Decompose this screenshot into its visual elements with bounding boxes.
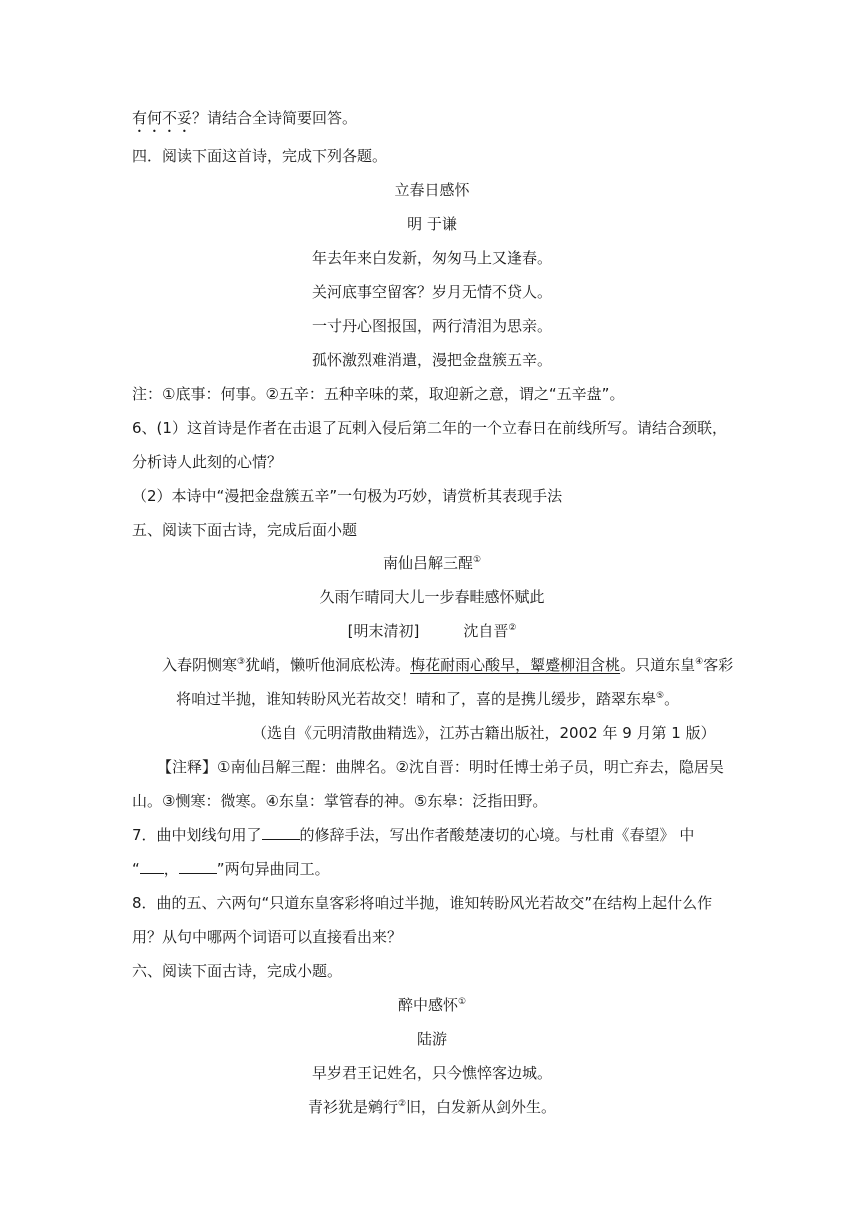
poem-title: 立春日感怀 bbox=[394, 181, 470, 199]
poem-title: 醉中感怀① bbox=[397, 996, 467, 1014]
section-4-heading: 四．阅读下面这首诗，完成下列各题。 bbox=[132, 147, 388, 165]
question-7: 7．曲中划线句用了 的修辞手法，写出作者酸楚凄切的心境。与杜甫《春望》 中 bbox=[132, 826, 695, 844]
qu-subtitle: 久雨乍晴同大儿一步春畦感怀赋此 bbox=[319, 588, 545, 606]
question-7-cont: “ ， ”两句异曲同工。 bbox=[132, 860, 330, 878]
question-8: 8．曲的五、六两句“只道东皇客彩将咱过半抛，谁知转盼风光若故交”在结构上起什么作 bbox=[132, 894, 713, 912]
poem-note: 注：①底事：何事。②五辛：五种辛味的菜，取迎新之意，谓之“五辛盘”。 bbox=[132, 385, 625, 403]
author: 沈自晋 bbox=[463, 622, 509, 640]
era: [明末清初] bbox=[347, 622, 420, 640]
underlined-sentence: 梅花耐雨心酸早，颦蹙柳泪含桃 bbox=[410, 656, 621, 674]
poem-line: 关河底事空留客？岁月无情不贷人。 bbox=[311, 283, 552, 301]
qu-body-line: 入春阴恻寒③犹峭，懒听他洞底松涛。梅花耐雨心酸早，颦蹙柳泪含桃。只道东皇④客彩 bbox=[162, 656, 734, 674]
section-6-heading: 六、阅读下面古诗，完成小题。 bbox=[132, 962, 343, 980]
qu-title: 南仙吕解三酲① bbox=[382, 554, 482, 572]
poem-line: 早岁君王记姓名，只今憔悴客边城。 bbox=[311, 1064, 552, 1082]
annotation-notes: 【注释】①南仙吕解三酲：曲牌名。②沈自晋：明时任博士弟子员，明亡弃去，隐居吴 bbox=[157, 758, 724, 776]
answer-blank bbox=[262, 825, 300, 840]
annotation-notes-cont: 山。③恻寒：微寒。④东皇：掌管春的神。⑤东皋：泛指田野。 bbox=[132, 792, 548, 810]
poem-line: 一寸丹心图报国，两行清泪为思亲。 bbox=[311, 317, 552, 335]
poem-author: 陆游 bbox=[416, 1030, 447, 1048]
question-tail: 有何不妥？请结合全诗简要回答。 bbox=[132, 109, 358, 127]
section-5-heading: 五、阅读下面古诗，完成后面小题 bbox=[132, 521, 358, 539]
question-6-2: （2）本诗中“漫把金盘簇五辛”一句极为巧妙，请赏析其表现手法 bbox=[132, 487, 563, 505]
question-6-1: 6、(1）这首诗是作者在击退了瓦剌入侵后第二年的一个立春日在前线所写。请结合颈联， bbox=[132, 419, 727, 437]
source-citation: （选自《元明清散曲精选》，江苏古籍出版社，2002 年 9 月第 1 版） bbox=[252, 724, 716, 742]
emphasized-text: 有何不妥 bbox=[132, 109, 193, 127]
answer-blank bbox=[179, 859, 217, 874]
qu-body-line: 将咱过半抛，谁知转盼风光若故交！晴和了，喜的是携儿缓步，踏翠东皋⑤。 bbox=[176, 690, 680, 708]
poem-line: 孤怀激烈难消遣，漫把金盘簇五辛。 bbox=[311, 351, 552, 369]
question-8-cont: 用？从句中哪两个词语可以直接看出来？ bbox=[132, 928, 403, 946]
answer-blank bbox=[140, 859, 164, 874]
poem-line: 年去年来白发新，匆匆马上又逢春。 bbox=[311, 249, 552, 267]
qu-author-line: [明末清初] 沈自晋② bbox=[347, 622, 517, 640]
question-6-1-cont: 分析诗人此刻的心情？ bbox=[132, 453, 283, 471]
poem-line: 青衫犹是鹓行②旧，白发新从剑外生。 bbox=[307, 1098, 557, 1116]
poem-author: 明 于谦 bbox=[407, 215, 457, 233]
